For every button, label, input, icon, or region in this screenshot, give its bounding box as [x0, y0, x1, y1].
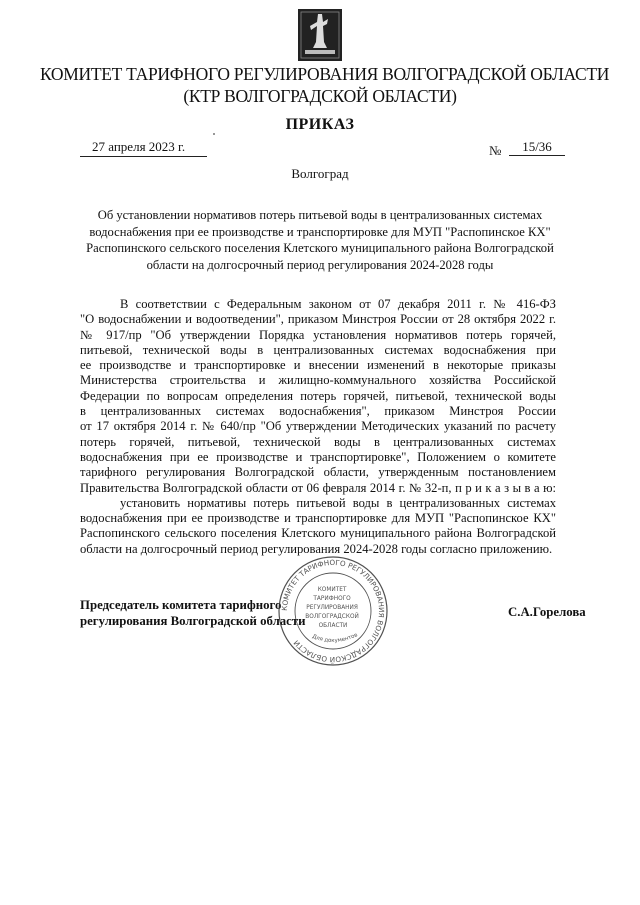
body-line: области на долгосрочный период регулирования 2024-2028 годы согласно приложению.	[80, 541, 553, 556]
body-line: в централизованных системах водоснабжения", приказом Минстроя России	[80, 404, 556, 419]
body-line: питьевой, технической воды в централизованных системах водоснабжения при	[80, 342, 556, 357]
stamp-bottom-text: Для документов	[311, 632, 359, 645]
signatory-title-line: Председатель комитета тарифного	[80, 598, 282, 612]
body-line: от 17 октября 2014 г. № 640/пр "Об утверждении Методических указаний по расчету	[80, 419, 556, 434]
body-line: водоснабжения при ее производстве и транспортировке", Положением о комитете	[80, 449, 556, 464]
org-header	[40, 63, 610, 107]
stamp-outer-text: КОМИТЕТ ТАРИФНОГО РЕГУЛИРОВАНИЯ ВОЛГОГРАДСКОЙ ОБЛАСТИ	[279, 557, 387, 665]
body-line: ее производстве и транспортировке и внесении изменений в некоторые приказы	[80, 358, 556, 373]
emblem-icon	[297, 8, 343, 62]
stamp-inner-line: ТАРИФНОГО	[313, 596, 351, 602]
scan-speck	[213, 133, 215, 135]
subject-line: Об установлении нормативов потерь питьевой воды в централизованных системах	[97, 208, 543, 222]
body-line: установить нормативы потерь питьевой воды в централизованных системах	[120, 495, 556, 510]
body-line: потерь горячей, питьевой, технической воды в централизованных системах	[80, 434, 556, 449]
body-line: Правительства Волгоградской области от 06 февраля 2014 г. № 32-п, п р и к а з ы в а ю:	[80, 480, 556, 495]
body-line: "О водоснабжении и водоотведении", приказом Минстроя России от 28 октября 2022 г.	[80, 312, 556, 327]
document-date: 27 апреля 2023 г.	[80, 139, 207, 157]
body-line: Федерации по вопросам определения потерь горячей, питьевой, технической воды	[80, 388, 556, 403]
signatory-title-line: регулирования Волгоградской области	[80, 614, 306, 628]
stamp-inner-line: ВОЛГОГРАДСКОЙ	[305, 614, 359, 620]
org-short-name: (КТР ВОЛГОГРАДСКОЙ ОБЛАСТИ)	[183, 86, 457, 106]
number-sign: №	[489, 143, 502, 158]
body-line: Министерства строительства и жилищно-коммунального хозяйства Российской	[80, 373, 556, 388]
document-type: ПРИКАЗ	[285, 116, 355, 133]
subject-line: водоснабжения при ее производстве и транспортировке для МУП "Распопинское КХ"	[89, 224, 551, 239]
subject-line: Распопинского сельского поселения Клетского муниципального района Волгоградской	[86, 241, 554, 255]
document-city: Волгоград	[291, 166, 349, 181]
body-line: Распопинского сельского поселения Клетского муниципального района Волгоградской	[80, 526, 556, 541]
document-subject	[70, 207, 570, 273]
org-name: КОМИТЕТ ТАРИФНОГО РЕГУЛИРОВАНИЯ ВОЛГОГРАДСКОЙ ОБЛАСТИ	[40, 64, 610, 84]
body-line: В соответствии с Федеральным законом от 07 декабря 2011 г. № 416-ФЗ	[120, 297, 556, 311]
stamp-inner-line: РЕГУЛИРОВАНИЯ	[306, 605, 358, 611]
stamp-inner-line: КОМИТЕТ	[317, 587, 347, 593]
body-line: № 917/пр "Об утверждении Порядка установления нормативов потерь горячей,	[80, 327, 556, 342]
body-line: тарифного регулирования Волгоградской области, утвержденным постановлением	[80, 465, 556, 480]
signatory-name: С.А.Горелова	[508, 605, 586, 619]
body-line: водоснабжения при ее производстве и транспортировке для МУП "Распопинское КХ"	[80, 511, 556, 526]
svg-text:КОМИТЕТ ТАРИФНОГО	[305, 587, 360, 629]
stamp-seal	[277, 555, 389, 667]
stamp-inner-line: ОБЛАСТИ	[318, 623, 348, 629]
document-number: 15/36	[509, 139, 565, 156]
signatory-title	[80, 597, 306, 629]
document-body	[80, 297, 556, 557]
subject-line: области на долгосрочный период регулирования 2024-2028 годы	[146, 257, 494, 272]
